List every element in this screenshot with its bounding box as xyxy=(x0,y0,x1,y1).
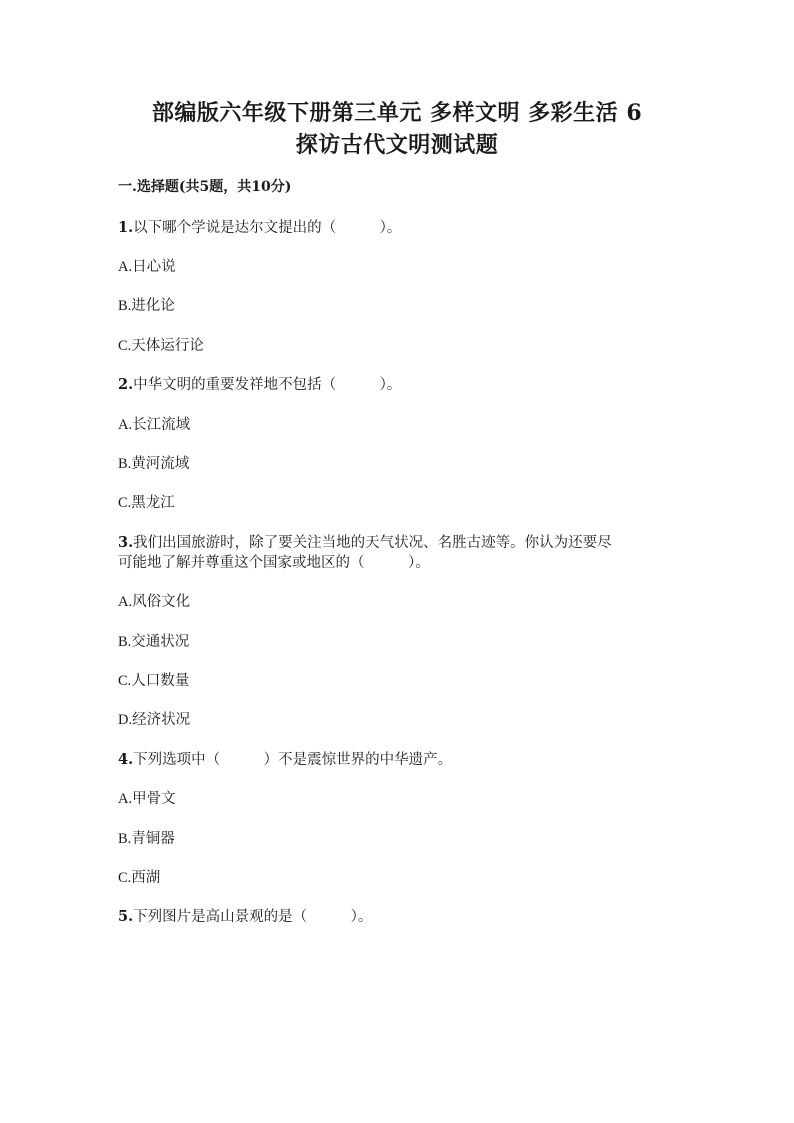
page-title-line-1: 部编版六年级下册第三单元 多样文明 多彩生活 6 xyxy=(151,100,643,126)
question-2-text: 中华文明的重要发祥地不包括（ ）。 xyxy=(133,377,402,393)
question-1-option-c[interactable] xyxy=(118,336,204,356)
question-2-stem xyxy=(118,375,401,395)
question-5-stem xyxy=(118,907,372,927)
question-1-option-b[interactable] xyxy=(118,296,175,316)
option-letter: A. xyxy=(118,791,133,807)
option-letter: C. xyxy=(118,673,132,689)
question-4-text: 下列选项中（ ）不是震惊世界的中华遗产。 xyxy=(133,752,453,768)
question-1-text: 以下哪个学说是达尔文提出的（ ）。 xyxy=(133,220,402,236)
option-text: 天体运行论 xyxy=(131,338,204,354)
question-3-stem-continued xyxy=(118,553,430,573)
option-text: 甲骨文 xyxy=(132,791,176,807)
option-letter: B. xyxy=(118,298,132,314)
question-3-option-a[interactable] xyxy=(118,592,190,612)
option-letter: D. xyxy=(118,712,133,728)
question-4-stem xyxy=(118,750,452,770)
question-3-text-line-2: 可能地了解并尊重这个国家或地区的（ ）。 xyxy=(118,555,430,571)
option-text: 人口数量 xyxy=(131,673,190,689)
question-1-option-a[interactable] xyxy=(118,257,176,277)
question-3-stem xyxy=(118,533,612,553)
option-text: 风俗文化 xyxy=(132,594,191,610)
question-3-option-b[interactable] xyxy=(118,632,189,652)
question-3-text-line-1: 我们出国旅游时，除了要关注当地的天气状况、名胜古迹等。你认为还要尽 xyxy=(133,535,612,551)
question-2-option-b[interactable] xyxy=(118,454,189,474)
option-text: 经济状况 xyxy=(132,712,191,728)
option-letter: C. xyxy=(118,338,132,354)
question-4-option-b[interactable] xyxy=(118,829,175,849)
option-text: 日心说 xyxy=(132,259,176,275)
option-text: 长江流域 xyxy=(132,417,191,433)
option-letter: A. xyxy=(118,594,133,610)
question-4-option-a[interactable] xyxy=(118,789,176,809)
option-text: 黄河流域 xyxy=(131,456,190,472)
question-1-number: 1. xyxy=(118,219,134,236)
option-text: 进化论 xyxy=(131,298,175,314)
option-text: 交通状况 xyxy=(131,634,190,650)
question-3-option-d[interactable] xyxy=(118,710,190,730)
option-text: 西湖 xyxy=(131,870,161,886)
option-letter: B. xyxy=(118,456,132,472)
question-2-option-c[interactable] xyxy=(118,493,175,513)
question-4-number: 4. xyxy=(118,751,134,768)
page-title-line-2: 探访古代文明测试题 xyxy=(295,132,499,158)
option-text: 青铜器 xyxy=(131,831,175,847)
question-4-option-c[interactable] xyxy=(118,868,160,888)
section-heading: 一.选择题(共5题，共10分) xyxy=(118,179,292,195)
question-2-option-a[interactable] xyxy=(118,415,190,435)
option-letter: B. xyxy=(118,634,132,650)
question-2-number: 2. xyxy=(118,376,134,393)
option-letter: C. xyxy=(118,495,132,511)
option-letter: A. xyxy=(118,417,133,433)
option-letter: A. xyxy=(118,259,133,275)
question-3-number: 3. xyxy=(118,534,134,551)
question-3-option-c[interactable] xyxy=(118,671,189,691)
option-letter: C. xyxy=(118,870,132,886)
option-text: 黑龙江 xyxy=(131,495,175,511)
question-5-number: 5. xyxy=(118,908,134,925)
option-letter: B. xyxy=(118,831,132,847)
question-5-text: 下列图片是高山景观的是（ ）。 xyxy=(133,909,373,925)
question-1-stem xyxy=(118,218,401,238)
